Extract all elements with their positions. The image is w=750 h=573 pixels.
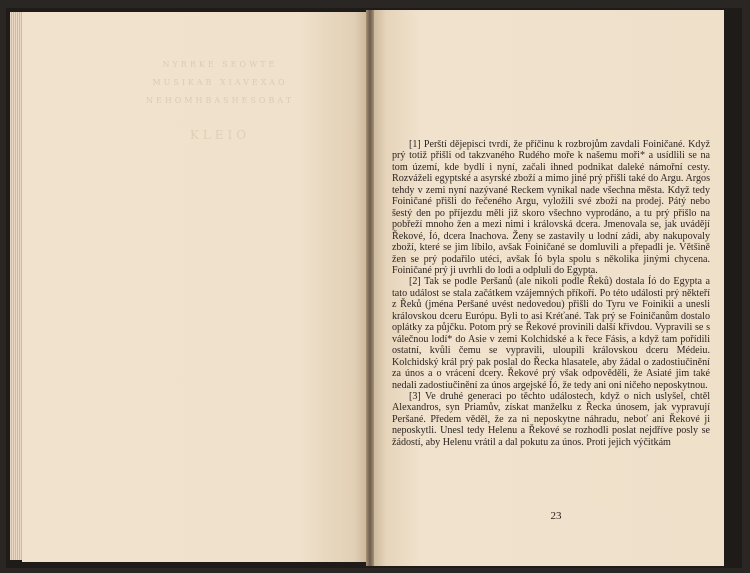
body-text [392, 139, 710, 448]
faded-heading-line: NYRRKE SEOWTE [162, 60, 278, 69]
paragraph-1: [1] Perští dějepisci tvrdí, že příčinu k rozbrojům zavdali Foiničané. Když prý totiž přišli od takzvaného Rudého moře k našemu moři* a usídlili se na tom území, kde bydlí i nyní, začali ihned podnikat daleké námořní cesty. Rozváželi egyptské a asyrské zboží a mimo jiné prý přišli také do Argu. Argos tehdy v zemi nyní nazývané Reckem vynikal nade všechna města. Když tedy Foiničané přišli do řečeného Argu, vyložili své zboží na prodej. Pátý nebo šestý den po příjezdu měli již skoro všechno vyprodáno, a tu prý přišlo na pobřeží mnoho žen a mezi nimi i královská dcera. Jmenovala se, jak uvádějí Řekové, Íó, dcera Inachova. Ženy se zastavily u lodní zádi, aby nakupovaly zboží, které se jim líbilo, avšak Foiničané se domluvili a přepadli je. Většině žen se prý podařilo utéci, avšak Íó byla spolu s několika jinými chycena. Foiničané prý ji uvrhli do lodi a odpluli do Egypta. [392, 139, 710, 276]
left-page [22, 12, 368, 562]
paragraph-3: [3] Ve druhé generaci po těchto událostech, když o nich uslyšel, chtěl Alexandros, syn Priamův, získat manželku z Řecka únosem, jak vypravují Peršané. Předem věděl, že za ni neposkytne náhradu, neboť ani Řekové ji neposkytli. Unesl tedy Helenu a Řekové se rozhodli poslat nejdříve posly se žádostí, aby Helenu vrátil a dal pokutu za únos. Proti jejich výčitkám [392, 390, 710, 448]
faded-heading-line: MUSIKAB XIAVEXAO [152, 78, 288, 87]
faded-heading-line: NEHOMHBASHESOBAT [145, 96, 295, 105]
book-gutter [366, 10, 374, 566]
paragraph-2: [2] Tak se podle Peršanů (ale nikoli podle Řeků) dostala Íó do Egypta a tato událost se stala začátkem vzájemných příkoří. Po této události prý někteří z Řeků (jména Peršané uvést nedovedou) přišli do Tyru ve Foinikii a unesli královskou dceru Európu. Byli to asi Kréťané. Tak prý se Foiničanům dostalo oplátky za půjčku. Potom prý se Řekové provinili další křivdou. Vypravili se s válečnou lodí* do Asie v zemi Kolchidské a k řece Fásis, a když tam pořídili ostatní, kvůli čemu se vypravili, uloupili královskou dceru Médeiu. Kolchidský král prý pak poslal do Řecka hlasatele, aby žádal o zadostiučinění za únos a o vrácení dcery. Řekové prý však odpověděli, že Asiaté jim také nedali zadostiučinění za únos argejské Íó, že tedy ani oni ničeho neposkytnou. [392, 276, 710, 391]
faded-title: KLEIO [189, 128, 251, 142]
page-number: 23 [550, 510, 562, 522]
